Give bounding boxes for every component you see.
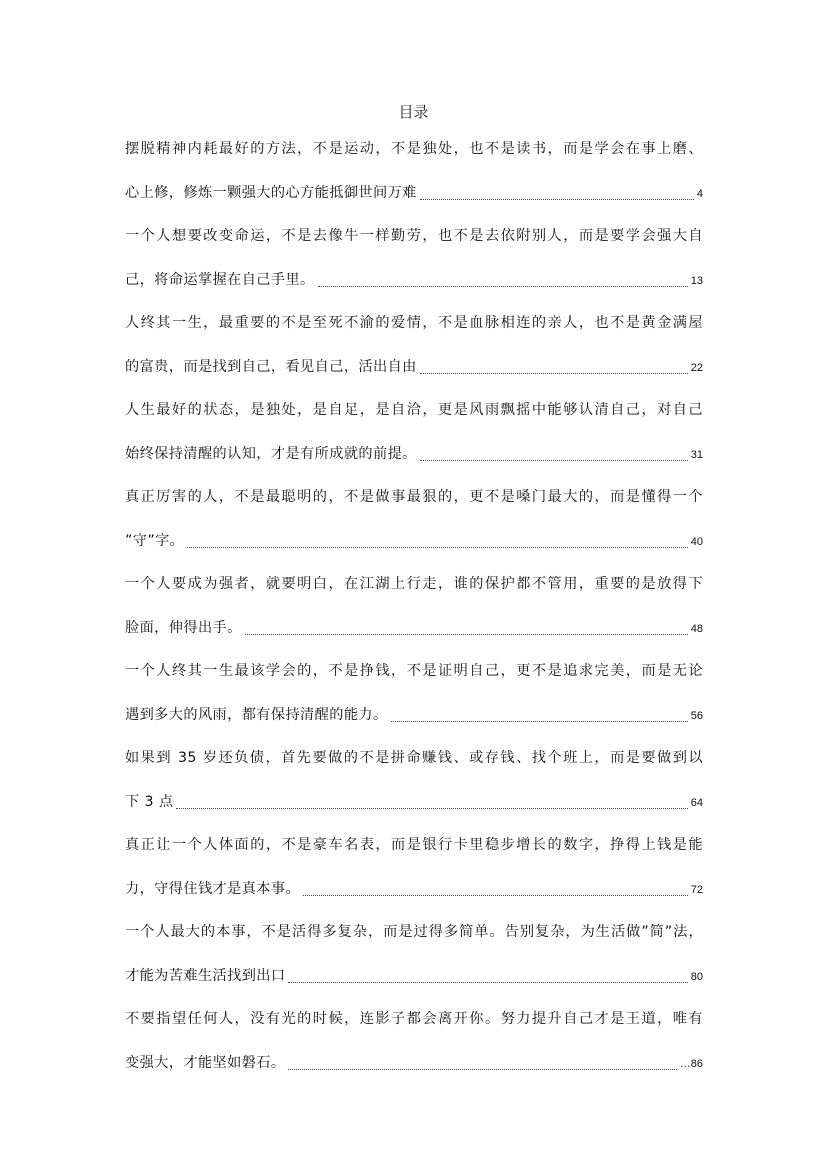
toc-entry-title-line1: 一个人想要改变命运，不是去像牛一样勤劳，也不是去依附别人，而是要学会强大自 — [125, 228, 703, 244]
toc-page-number: 40 — [690, 535, 703, 548]
toc-list — [125, 128, 703, 1085]
toc-entry[interactable] — [125, 650, 703, 737]
toc-entry[interactable] — [125, 389, 703, 476]
toc-entry[interactable] — [125, 215, 703, 302]
dot-leader — [391, 720, 688, 722]
toc-entry-title-line2 — [125, 172, 703, 216]
dot-leader — [176, 807, 687, 809]
toc-entry-title-continued: 脸面，伸得出手。 — [125, 619, 242, 636]
toc-page-number: 4 — [696, 187, 703, 200]
toc-entry-title-line1: 人终其一生，最重要的不是至死不渝的爱情，不是血脉相连的亲人，也不是黄金满屋 — [125, 315, 703, 331]
toc-page-number: …86 — [679, 1057, 703, 1070]
toc-entry-title-continued: 始终保持清醒的认知，才是有所成就的前提。 — [125, 445, 417, 462]
dot-leader — [288, 1068, 676, 1070]
dot-leader — [288, 981, 687, 983]
toc-entry-title-continued: 才能为苦难生活找到出口 — [125, 967, 286, 984]
dot-leader — [318, 285, 688, 287]
toc-entry-title-continued: 的富贵，而是找到自己，看见自己，活出自由 — [125, 358, 417, 375]
dot-leader — [303, 894, 688, 896]
toc-entry-title-line2 — [125, 259, 703, 303]
toc-entry-title-continued: 变强大，才能坚如磐石。 — [125, 1054, 286, 1071]
toc-entry-title-line1: 真正让一个人体面的，不是豪车名表，而是银行卡里稳步增长的数字，挣得上钱是能 — [125, 837, 703, 853]
toc-entry-title-line2 — [125, 433, 703, 477]
toc-entry-title-continued: 下 3 点 — [125, 793, 174, 810]
dot-leader — [420, 198, 694, 200]
toc-entry-title-line1: 人生最好的状态，是独处，是自足，是自洽，更是风雨飘摇中能够认清自己，对自己 — [125, 402, 703, 418]
toc-entry[interactable] — [125, 737, 703, 824]
toc-entry-title-line1: 真正厉害的人，不是最聪明的，不是做事最狠的，更不是嗓门最大的，而是懂得一个 — [125, 489, 703, 505]
toc-entry-title-continued: 遇到多大的风雨，都有保持清醒的能力。 — [125, 706, 388, 723]
toc-page-number: 13 — [690, 274, 703, 287]
toc-entry-title-line2 — [125, 607, 703, 651]
toc-entry-title-continued: ”守”字。 — [125, 532, 185, 549]
toc-entry[interactable] — [125, 563, 703, 650]
toc-entry-title-line2 — [125, 694, 703, 738]
toc-entry[interactable] — [125, 824, 703, 911]
toc-entry-title-continued: 己，将命运掌握在自己手里。 — [125, 271, 315, 288]
toc-entry-title-line1: 一个人终其一生最该学会的，不是挣钱，不是证明自己，更不是追求完美，而是无论 — [125, 663, 703, 679]
toc-entry[interactable] — [125, 302, 703, 389]
toc-entry-title-line1: 不要指望任何人，没有光的时候，连影子都会离开你。努力提升自己才是王道，唯有 — [125, 1011, 703, 1027]
toc-page-number: 31 — [690, 448, 703, 461]
toc-entry-title-line1: 一个人要成为强者，就要明白，在江湖上行走，谁的保护都不管用，重要的是放得下 — [125, 576, 703, 592]
toc-entry-title-continued: 力，守得住钱才是真本事。 — [125, 880, 301, 897]
toc-entry-title-line1: 一个人最大的本事，不是活得多复杂，而是过得多简单。告别复杂，为生活做”简”法， — [125, 924, 703, 940]
toc-entry[interactable] — [125, 476, 703, 563]
toc-entry-title-line1: 摆脱精神内耗最好的方法，不是运动，不是独处，也不是读书，而是学会在事上磨、 — [125, 141, 703, 157]
toc-page-number: 72 — [690, 883, 703, 896]
toc-page-number: 22 — [690, 361, 703, 374]
dot-leader — [420, 372, 688, 374]
dot-leader — [420, 459, 688, 461]
dot-leader — [187, 546, 687, 548]
toc-entry-title-continued: 心上修，修炼一颗强大的心方能抵御世间万难 — [125, 184, 417, 201]
toc-page-number: 48 — [690, 622, 703, 635]
toc-page-number: 56 — [690, 709, 703, 722]
toc-title: 目录 — [398, 103, 429, 121]
toc-entry-title-line2 — [125, 1042, 703, 1086]
toc-entry[interactable] — [125, 911, 703, 998]
toc-entry-title-line2 — [125, 520, 703, 564]
toc-page-number: 80 — [690, 970, 703, 983]
dot-leader — [245, 633, 688, 635]
toc-entry-title-line2 — [125, 781, 703, 825]
toc-entry-title-line2 — [125, 955, 703, 999]
toc-entry[interactable] — [125, 128, 703, 215]
toc-entry-title-line2 — [125, 868, 703, 912]
toc-entry-title-line1: 如果到 35 岁还负债，首先要做的不是拼命赚钱、或存钱、找个班上，而是要做到以 — [125, 750, 703, 766]
toc-entry[interactable] — [125, 998, 703, 1085]
toc-page-number: 64 — [690, 796, 703, 809]
toc-entry-title-line2 — [125, 346, 703, 390]
